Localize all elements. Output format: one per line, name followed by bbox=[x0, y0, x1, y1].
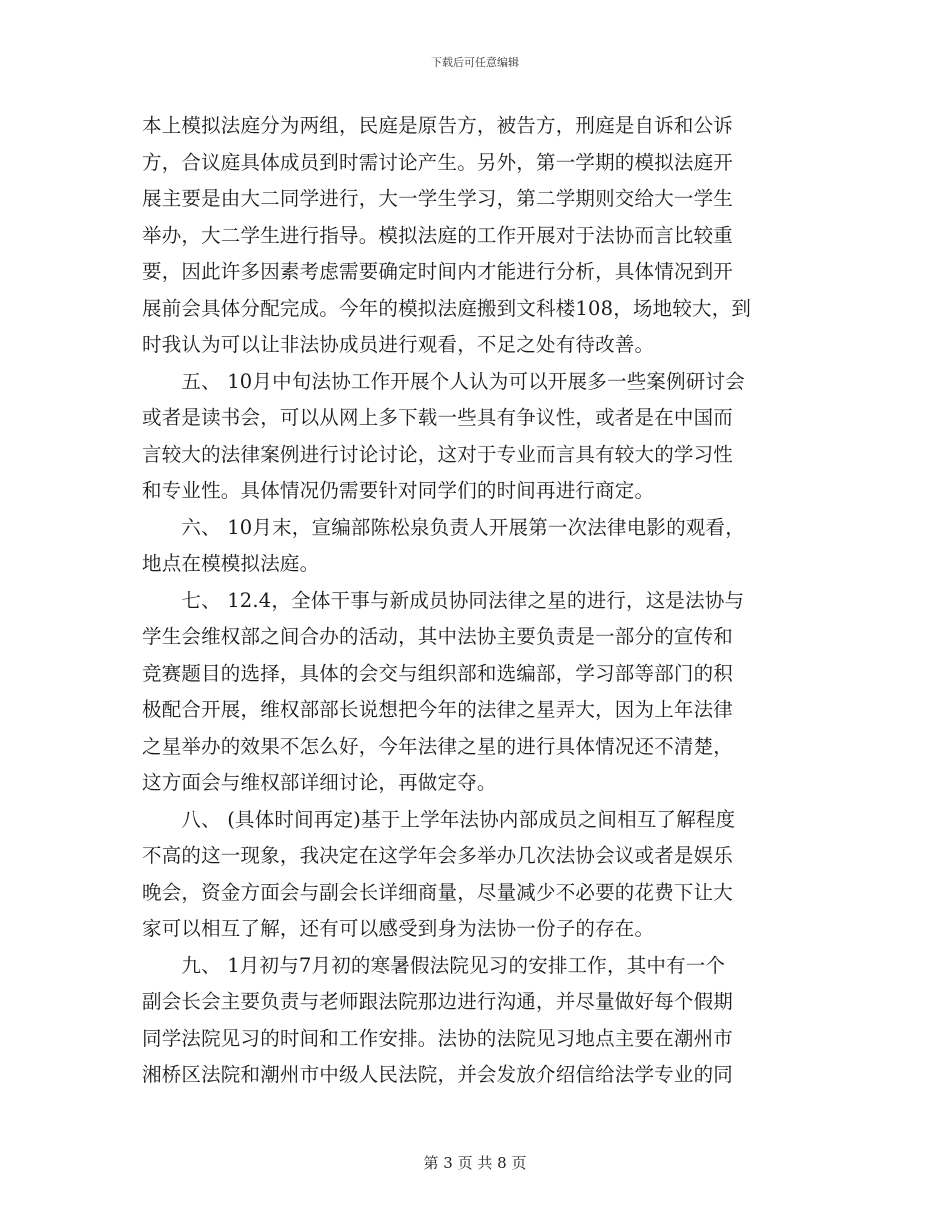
text-line: 这方面会与维权部详细讨论，再做定夺。 bbox=[142, 771, 497, 794]
text-line: 六、 10月末，宣编部陈松泉负责人开展第一次法律电影的观看， bbox=[142, 515, 745, 539]
text-line: 竞赛题目的选择，具体的会交与组织部和选编部，学习部等部门的积 bbox=[142, 661, 734, 685]
text-line: 晚会，资金方面会与副会长详细商量，尽量减少不必要的花费下让大 bbox=[142, 880, 734, 904]
text-line: 同学法院见习的时间和工作安排。法协的法院见习地点主要在潮州市 bbox=[142, 1026, 734, 1050]
page-header: 下载后可任意编辑 bbox=[431, 56, 519, 69]
text-line: 九、 1月初与7月初的寒暑假法院见习的安排工作，其中有一个 bbox=[142, 953, 726, 977]
text-line: 八、 (具体时间再定)基于上学年法协内部成员之间相互了解程度 bbox=[142, 807, 736, 831]
text-line: 举办，大二学生进行指导。模拟法庭的工作开展对于法协而言比较重 bbox=[142, 223, 734, 247]
text-line: 七、 12.4，全体干事与新成员协同法律之星的进行，这是法协与 bbox=[142, 588, 745, 612]
text-line: 不高的这一现象，我决定在这学年会多举办几次法协会议或者是娱乐 bbox=[142, 844, 734, 867]
text-line: 展前会具体分配完成。今年的模拟法庭搬到文科楼108，场地较大，到 bbox=[142, 296, 752, 320]
text-line: 五、 10月中旬法协工作开展个人认为可以开展多一些案例研讨会 bbox=[142, 369, 745, 393]
text-line: 或者是读书会，可以从网上多下载一些具有争议性，或者是在中国而 bbox=[142, 406, 734, 429]
text-line: 展主要是由大二同学进行，大一学生学习，第二学期则交给大一学生 bbox=[142, 187, 734, 210]
text-line: 家可以相互了解，还有可以感受到身为法协一份子的存在。 bbox=[142, 917, 655, 940]
page-footer: 第 3 页 共 8 页 bbox=[423, 1154, 527, 1172]
text-line: 副会长会主要负责与老师跟法院那边进行沟通，并尽量做好每个假期 bbox=[142, 990, 734, 1013]
text-line: 湘桥区法院和潮州市中级人民法院，并会发放介绍信给法学专业的同 bbox=[142, 1063, 734, 1086]
text-line: 地点在模模拟法庭。 bbox=[142, 552, 320, 575]
text-line: 言较大的法律案例进行讨论讨论，这对于专业而言具有较大的学习性 bbox=[142, 442, 734, 466]
text-line: 学生会维权部之间合办的活动，其中法协主要负责是一部分的宣传和 bbox=[142, 625, 734, 648]
text-line: 本上模拟法庭分为两组，民庭是原告方，被告方，刑庭是自诉和公诉 bbox=[142, 114, 734, 137]
text-line: 方，合议庭具体成员到时需讨论产生。另外，第一学期的模拟法庭开 bbox=[142, 150, 734, 174]
document-body bbox=[142, 108, 810, 1094]
text-line: 极配合开展，维权部部长说想把今年的法律之星弄大，因为上年法律 bbox=[142, 698, 734, 721]
text-line: 之星举办的效果不怎么好，今年法律之星的进行具体情况还不清楚， bbox=[142, 734, 734, 758]
text-line: 要，因此许多因素考虑需要确定时间内才能进行分析，具体情况到开 bbox=[142, 260, 734, 283]
text-line: 时我认为可以让非法协成员进行观看，不足之处有待改善。 bbox=[142, 333, 655, 356]
text-line: 和专业性。具体情况仍需要针对同学们的时间再进行商定。 bbox=[142, 479, 655, 502]
